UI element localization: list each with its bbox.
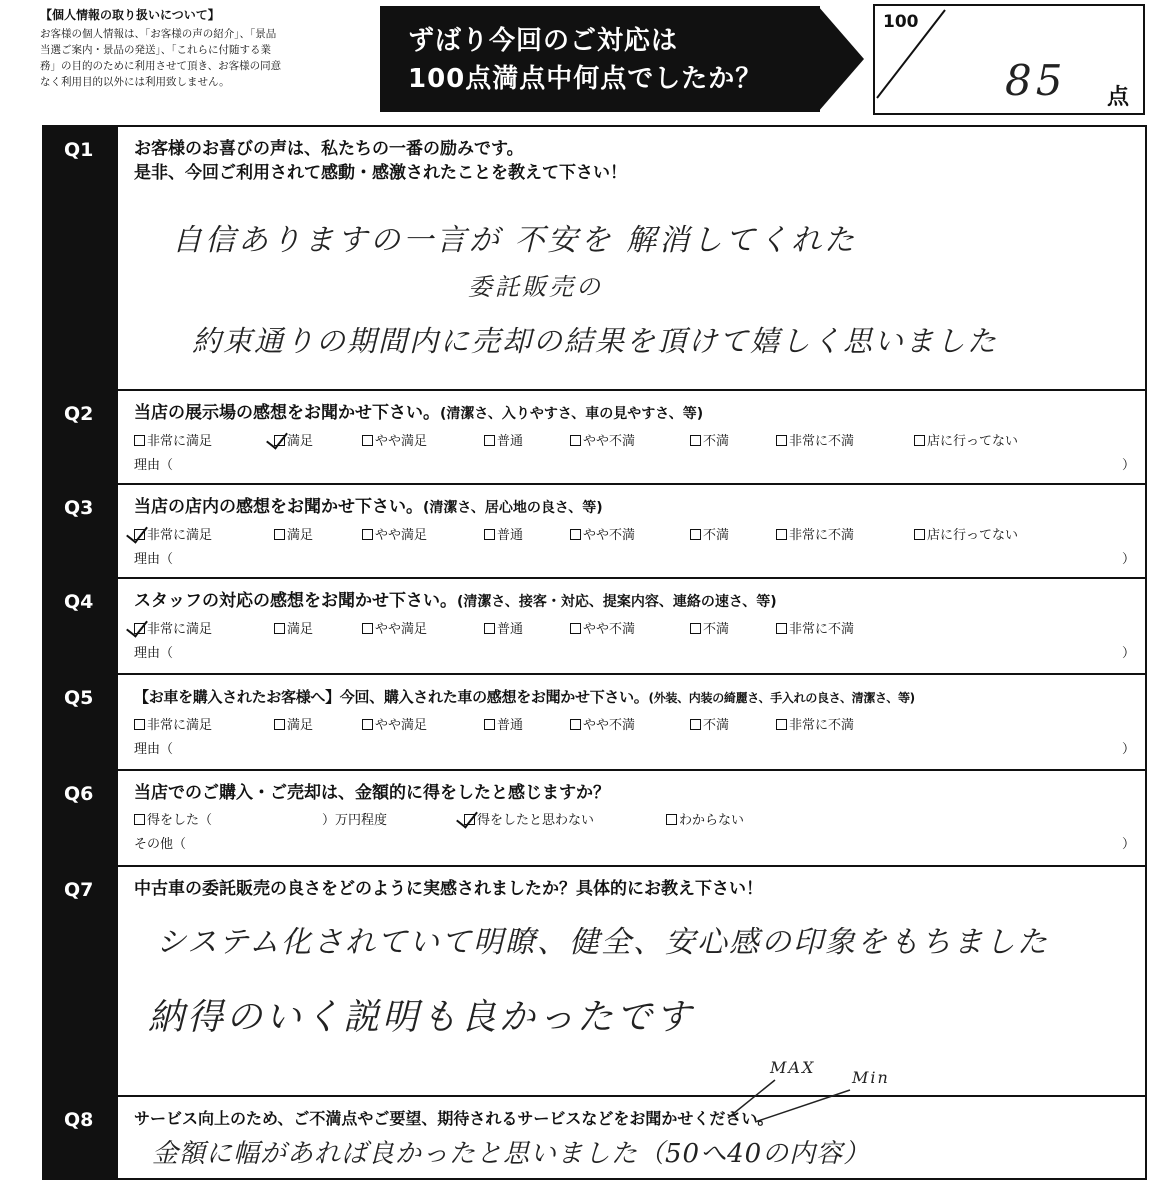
reason-field[interactable]: 理由（ ）: [134, 646, 1135, 661]
option-somewhat-dissatisfied[interactable]: やや不満: [570, 524, 635, 543]
question-label: Q2: [64, 403, 94, 425]
option-somewhat-dissatisfied[interactable]: やや不満: [570, 714, 635, 733]
handwritten-answer[interactable]: システム化されていて明瞭、健全、安心感の印象をもちました: [156, 925, 1049, 960]
option-very-dissatisfied[interactable]: 非常に不満: [776, 618, 854, 637]
score-value: 85: [1005, 56, 1067, 105]
option-neutral[interactable]: 普通: [484, 714, 523, 733]
option-somewhat-satisfied[interactable]: やや満足: [362, 430, 427, 449]
question-text: お客様のお喜びの声は、私たちの一番の励みです。: [134, 139, 524, 159]
option-somewhat-satisfied[interactable]: やや満足: [362, 618, 427, 637]
privacy-line: 務」の目的のために利用させて頂き、お客様の同意: [40, 60, 282, 72]
handwritten-note-min: Min: [852, 1068, 890, 1087]
handwritten-note-max: MAX: [770, 1058, 816, 1077]
option-somewhat-dissatisfied[interactable]: やや不満: [570, 430, 635, 449]
score-max: 100: [883, 12, 919, 32]
option-not-visited[interactable]: 店に行ってない: [914, 524, 1018, 543]
option-neutral[interactable]: 普通: [484, 524, 523, 543]
question-label: Q4: [64, 591, 94, 613]
question-text: 当店でのご購入・ご売却は、金額的に得をしたと感じますか？: [134, 783, 610, 803]
option-satisfied[interactable]: 満足: [274, 618, 313, 637]
option-very-satisfied[interactable]: 非常に満足: [134, 714, 212, 733]
option-dissatisfied[interactable]: 不満: [690, 430, 729, 449]
reason-field[interactable]: 理由（ ）: [134, 742, 1135, 757]
option-very-satisfied[interactable]: 非常に満足: [134, 524, 212, 543]
banner-line-1: ずばり今回のご対応は: [408, 26, 679, 56]
option-dissatisfied[interactable]: 不満: [690, 524, 729, 543]
option-neutral[interactable]: 普通: [484, 430, 523, 449]
handwritten-answer[interactable]: 約束通りの期間内に売却の結果を頂けて嬉しく思いました: [192, 324, 999, 358]
privacy-line: お客様の個人情報は、「お客様の声の紹介」、「景品: [40, 28, 277, 40]
option-very-dissatisfied[interactable]: 非常に不満: [776, 524, 854, 543]
option-somewhat-satisfied[interactable]: やや満足: [362, 524, 427, 543]
privacy-line: 当選ご案内・景品の発送」、「これらに付随する業: [40, 44, 271, 56]
arrow-to-max: [728, 1080, 775, 1118]
option-gained[interactable]: 得をした（ ）万円程度: [134, 809, 387, 828]
option-somewhat-satisfied[interactable]: やや満足: [362, 714, 427, 733]
option-neutral[interactable]: 普通: [484, 618, 523, 637]
question-label: Q7: [64, 879, 94, 901]
option-dissatisfied[interactable]: 不満: [690, 714, 729, 733]
option-not-visited[interactable]: 店に行ってない: [914, 430, 1018, 449]
question-hint: (清潔さ、居心地の良さ、等): [423, 500, 603, 516]
option-unknown[interactable]: わからない: [666, 809, 744, 828]
option-satisfied[interactable]: 満足: [274, 524, 313, 543]
question-title: 【お車を購入されたお客様へ】今回、購入された車の感想をお聞かせ下さい。: [134, 688, 649, 706]
question-hint: (外装、内装の綺麗さ、手入れの良さ、清潔さ、等): [648, 691, 915, 705]
reason-field[interactable]: 理由（ ）: [134, 458, 1135, 473]
handwritten-insert: 委託販売の: [468, 273, 603, 301]
question-title: 当店の展示場の感想をお聞かせ下さい。: [134, 403, 440, 423]
score-unit: 点: [1107, 85, 1130, 110]
arrow-to-min: [755, 1090, 850, 1122]
option-very-dissatisfied[interactable]: 非常に不満: [776, 714, 854, 733]
question-text: 中古車の委託販売の良さをどのように実感されましたか？具体的にお教え下さい！: [134, 879, 763, 899]
question-title: スタッフの対応の感想をお聞かせ下さい。: [134, 591, 457, 611]
option-very-satisfied[interactable]: 非常に満足: [134, 618, 212, 637]
question-text: 是非、今回ご利用されて感動・感激されたことを教えて下さい！: [134, 163, 627, 183]
question-label: Q3: [64, 497, 94, 519]
question-label: Q1: [64, 139, 94, 161]
banner-line-2: 100点満点中何点でしたか？: [408, 64, 763, 94]
question-label: Q6: [64, 783, 94, 805]
option-very-satisfied[interactable]: 非常に満足: [134, 430, 212, 449]
option-very-dissatisfied[interactable]: 非常に不満: [776, 430, 854, 449]
privacy-title: 【個人情報の取り扱いについて】: [40, 8, 220, 22]
handwritten-answer[interactable]: 納得のいく説明も良かったです: [148, 997, 695, 1038]
handwritten-answer[interactable]: 金額に幅があれば良かったと思いました（50へ40の内容）: [152, 1139, 871, 1169]
option-not-gained[interactable]: 得をしたと思わない: [464, 809, 594, 828]
option-satisfied[interactable]: 満足: [274, 430, 313, 449]
reason-field[interactable]: 理由（ ）: [134, 552, 1135, 567]
question-hint: (清潔さ、接客・対応、提案内容、連絡の速さ、等): [457, 594, 777, 610]
option-somewhat-dissatisfied[interactable]: やや不満: [570, 618, 635, 637]
question-hint: (清潔さ、入りやすさ、車の見やすさ、等): [440, 406, 704, 422]
question-label: Q5: [64, 687, 94, 709]
privacy-line: なく利用目的以外には利用致しません。: [40, 76, 230, 88]
handwritten-answer[interactable]: 自信ありますの一言が 不安を 解消してくれた: [172, 223, 858, 258]
question-label: Q8: [64, 1109, 94, 1131]
option-dissatisfied[interactable]: 不満: [690, 618, 729, 637]
option-satisfied[interactable]: 満足: [274, 714, 313, 733]
question-title: 当店の店内の感想をお聞かせ下さい。: [134, 497, 423, 517]
question-text: サービス向上のため、ご不満点やご要望、期待されるサービスなどをお聞かせください。: [134, 1109, 774, 1128]
other-field[interactable]: その他（ ）: [134, 837, 1135, 852]
